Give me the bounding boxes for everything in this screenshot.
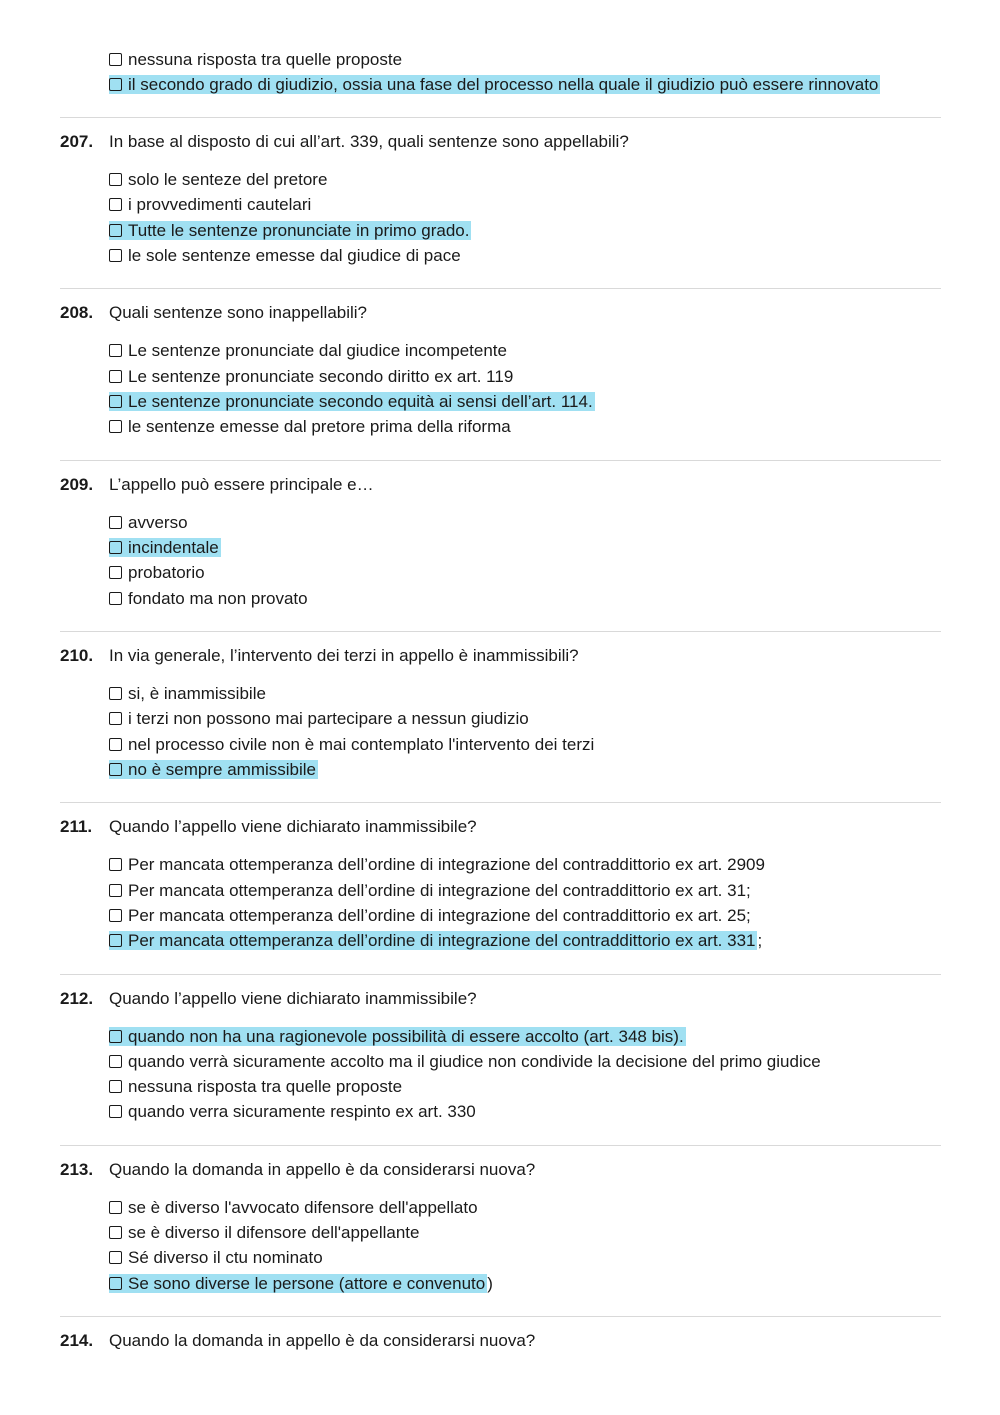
answer-option[interactable]	[109, 1222, 419, 1243]
checkbox-icon[interactable]	[109, 592, 122, 605]
answer-option-correct[interactable]	[109, 759, 318, 780]
question-divider	[60, 802, 941, 803]
question-row	[60, 816, 477, 838]
question-number: 214.	[60, 1331, 94, 1351]
checkbox-icon[interactable]	[109, 1251, 122, 1264]
answer-option[interactable]	[109, 734, 594, 755]
option-text: fondato ma non provato	[128, 588, 308, 608]
answer-option[interactable]	[109, 854, 765, 875]
option-text: incindentale	[128, 537, 219, 557]
correct-answer-highlight	[109, 931, 757, 950]
checkbox-icon[interactable]	[109, 738, 122, 751]
answer-option[interactable]	[109, 194, 311, 215]
option-text: le sentenze emesse dal pretore prima della riforma	[128, 417, 511, 437]
question-divider	[60, 117, 941, 118]
answer-option[interactable]	[109, 1051, 821, 1072]
option-text: nessuna risposta tra quelle proposte	[128, 50, 403, 69]
option-text: quando verra sicuramente respinto ex art. 330	[128, 1102, 476, 1122]
answer-option[interactable]	[109, 340, 507, 361]
question-row	[60, 645, 579, 667]
answer-option[interactable]	[109, 1197, 478, 1218]
checkbox-icon[interactable]	[109, 198, 122, 211]
option-text: avverso	[128, 512, 188, 532]
checkbox-icon[interactable]	[109, 224, 122, 237]
question-row	[60, 1159, 535, 1181]
correct-answer-highlight	[109, 760, 318, 779]
checkbox-icon[interactable]	[109, 1055, 122, 1068]
answer-option-correct[interactable]	[109, 1273, 493, 1294]
checkbox-icon[interactable]	[109, 1080, 122, 1093]
option-text: si, è inammissibile	[128, 683, 266, 703]
question-text: Quando l’appello viene dichiarato inammissibile?	[109, 988, 477, 1008]
question-row	[60, 988, 477, 1010]
option-text: Per mancata ottemperanza dell’ordine di integrazione del contraddittorio ex art. 25;	[128, 905, 751, 925]
question-number: 209.	[60, 474, 94, 494]
option-text: Per mancata ottemperanza dell’ordine di integrazione del contraddittorio ex art. 31;	[128, 880, 751, 900]
option-text: quando non ha una ragionevole possibilità di essere accolto (art. 348 bis).	[128, 1026, 684, 1046]
question-text: In base al disposto di cui all’art. 339, quali sentenze sono appellabili?	[109, 132, 629, 151]
answer-option[interactable]	[109, 49, 402, 70]
answer-option-correct[interactable]	[109, 1026, 686, 1047]
question-row	[60, 302, 367, 324]
checkbox-icon[interactable]	[109, 934, 122, 947]
option-text: nel processo civile non è mai contemplato l'intervento dei terzi	[128, 734, 595, 754]
question-divider	[60, 974, 941, 975]
option-text: Se sono diverse le persone (attore e convenuto	[128, 1273, 486, 1293]
answer-option-correct[interactable]	[109, 537, 221, 558]
checkbox-icon[interactable]	[109, 858, 122, 871]
answer-option[interactable]	[109, 1076, 402, 1097]
answer-option[interactable]	[109, 588, 308, 609]
question-text: Quando la domanda in appello è da considerarsi nuova?	[109, 1159, 536, 1179]
checkbox-icon[interactable]	[109, 763, 122, 776]
question-divider	[60, 460, 941, 461]
correct-answer-highlight	[109, 392, 595, 411]
question-row	[60, 474, 374, 496]
question-number: 207.	[60, 132, 94, 151]
question-number: 212.	[60, 988, 94, 1008]
question-divider	[60, 1145, 941, 1146]
checkbox-icon[interactable]	[109, 884, 122, 897]
question-text: Quando l’appello viene dichiarato inammissibile?	[109, 817, 477, 837]
checkbox-icon[interactable]	[109, 909, 122, 922]
checkbox-icon[interactable]	[109, 1105, 122, 1118]
option-text: solo le senteze del pretore	[128, 170, 328, 189]
answer-option[interactable]	[109, 708, 529, 729]
checkbox-icon[interactable]	[109, 370, 122, 383]
option-text: le sole sentenze emesse dal giudice di pace	[128, 245, 461, 265]
checkbox-icon[interactable]	[109, 566, 122, 579]
option-text: Per mancata ottemperanza dell’ordine di integrazione del contraddittorio ex art. 331	[128, 931, 756, 951]
correct-answer-highlight	[109, 221, 471, 240]
option-text: Le sentenze pronunciate secondo equità ai sensi dell’art. 114.	[128, 391, 593, 411]
answer-option-correct[interactable]	[109, 930, 762, 951]
answer-option[interactable]	[109, 366, 513, 387]
checkbox-icon[interactable]	[109, 344, 122, 357]
answer-option[interactable]	[109, 562, 205, 583]
option-text: Le sentenze pronunciate dal giudice incompetente	[128, 341, 507, 361]
answer-option[interactable]	[109, 1101, 476, 1122]
checkbox-icon[interactable]	[109, 712, 122, 725]
checkbox-icon[interactable]	[109, 249, 122, 262]
question-row	[60, 1330, 535, 1352]
checkbox-icon[interactable]	[109, 516, 122, 529]
question-text: Quando la domanda in appello è da considerarsi nuova?	[109, 1331, 536, 1351]
checkbox-icon[interactable]	[109, 395, 122, 408]
option-text-suffix: ;	[757, 931, 763, 951]
checkbox-icon[interactable]	[109, 687, 122, 700]
option-text: Sé diverso il ctu nominato	[128, 1248, 323, 1268]
checkbox-icon[interactable]	[109, 78, 122, 91]
answer-option[interactable]	[109, 245, 461, 266]
option-text: Tutte le sentenze pronunciate in primo grado.	[128, 220, 470, 240]
correct-answer-highlight	[109, 1274, 487, 1293]
option-text: nessuna risposta tra quelle proposte	[128, 1077, 403, 1097]
option-text: quando verrà sicuramente accolto ma il giudice non condivide la decisione del primo giudice	[128, 1051, 821, 1071]
option-text: i provvedimenti cautelari	[128, 195, 312, 215]
correct-answer-highlight	[109, 538, 221, 557]
question-divider	[60, 631, 941, 632]
question-number: 208.	[60, 303, 94, 323]
answer-option[interactable]	[109, 880, 751, 901]
answer-option-correct[interactable]	[109, 220, 471, 241]
question-number: 210.	[60, 645, 94, 665]
question-text: L’appello può essere principale e…	[109, 474, 374, 494]
option-text: Per mancata ottemperanza dell’ordine di integrazione del contraddittorio ex art. 2909	[128, 855, 765, 875]
answer-option-correct[interactable]	[109, 74, 880, 95]
checkbox-icon[interactable]	[109, 1277, 122, 1290]
question-divider	[60, 1316, 941, 1317]
answer-option[interactable]	[109, 416, 511, 437]
correct-answer-highlight	[109, 75, 880, 94]
option-text: no è sempre ammissibile	[128, 759, 317, 779]
checkbox-icon[interactable]	[109, 1226, 122, 1239]
option-text: probatorio	[128, 563, 205, 583]
option-text: i terzi non possono mai partecipare a nessun giudizio	[128, 709, 529, 729]
checkbox-icon[interactable]	[109, 1201, 122, 1214]
checkbox-icon[interactable]	[109, 1030, 122, 1043]
correct-answer-highlight	[109, 1027, 686, 1046]
option-text: se è diverso l'avvocato difensore dell'appellato	[128, 1197, 478, 1217]
checkbox-icon[interactable]	[109, 541, 122, 554]
question-text: Quali sentenze sono inappellabili?	[109, 303, 368, 323]
answer-option[interactable]	[109, 169, 327, 190]
option-text: il secondo grado di giudizio, ossia una fase del processo nella quale il giudizio può essere rinnovato	[128, 75, 879, 95]
question-divider	[60, 288, 941, 289]
question-row	[60, 131, 629, 153]
answer-option[interactable]	[109, 905, 751, 926]
answer-option-correct[interactable]	[109, 391, 595, 412]
answer-option[interactable]	[109, 512, 188, 533]
checkbox-icon[interactable]	[109, 420, 122, 433]
option-text: Le sentenze pronunciate secondo diritto ex art. 119	[128, 366, 514, 386]
checkbox-icon[interactable]	[109, 173, 122, 186]
option-text: se è diverso il difensore dell'appellante	[128, 1223, 420, 1243]
question-number: 213.	[60, 1159, 94, 1179]
question-number: 211.	[60, 817, 93, 837]
answer-option[interactable]	[109, 683, 266, 704]
checkbox-icon[interactable]	[109, 53, 122, 66]
option-text-suffix: )	[487, 1273, 493, 1293]
question-text: In via generale, l’intervento dei terzi in appello è inammissibili?	[109, 645, 579, 665]
answer-option[interactable]	[109, 1247, 323, 1268]
